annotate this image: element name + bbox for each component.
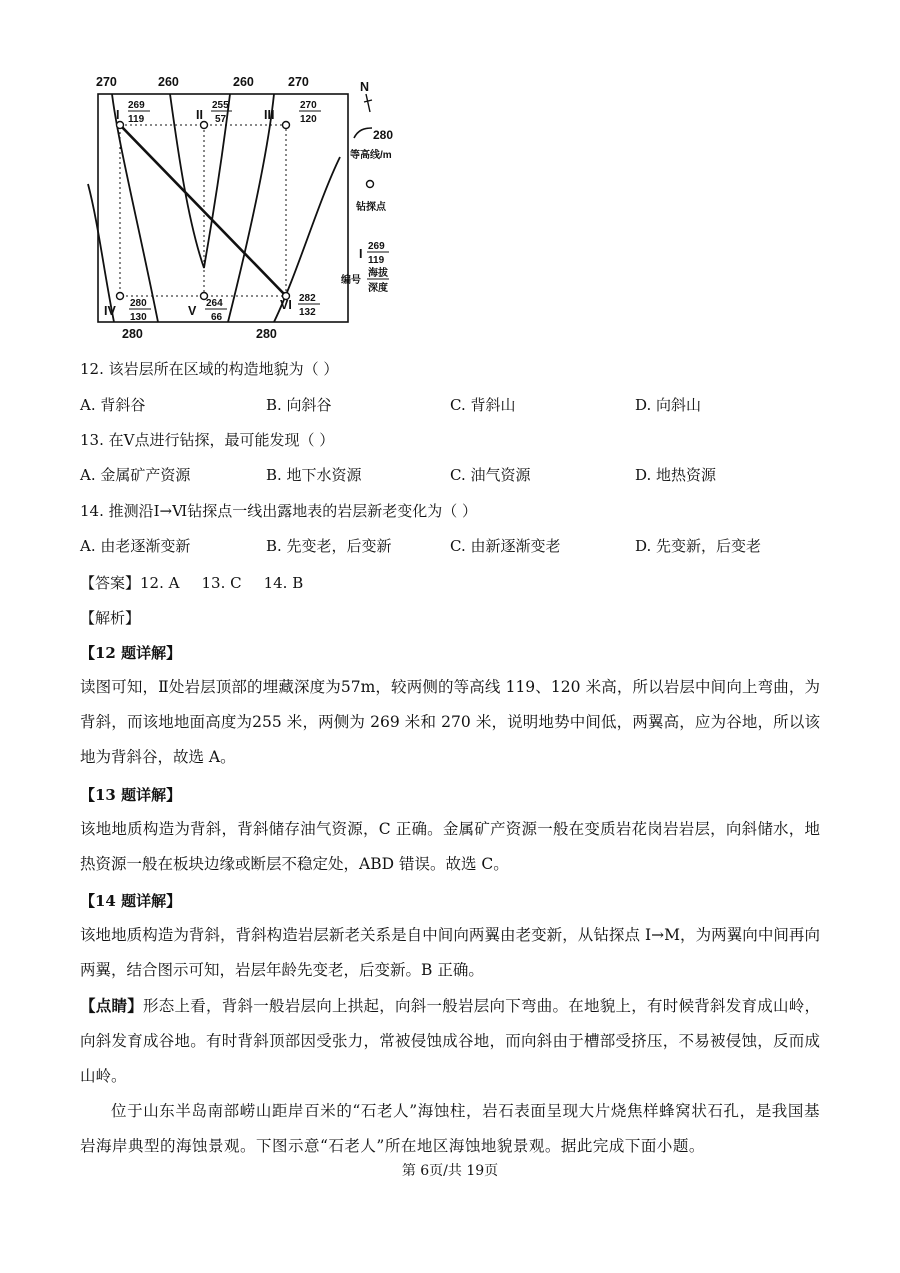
north-label: N	[360, 80, 370, 94]
question-12-option-d: D. 向斜山	[635, 396, 702, 414]
legend-number-label: 编号	[341, 275, 361, 286]
question-14-option-b: B. 先变老，后变新	[266, 537, 392, 555]
point-id: IV	[104, 304, 116, 318]
point-depth: 57	[215, 114, 227, 125]
contour-value-label: 270	[96, 75, 117, 89]
point-elevation: 280	[130, 298, 147, 309]
point-depth: 130	[130, 312, 147, 323]
q14-explanation: 该地地质构造为背斜，背斜构造岩层新老关系是自中间向两翼由老变新，从钻探点 I→M，为两翼向中间再向两翼，结合图示可知，岩层年龄先变老，后变新。B 正确。	[80, 926, 820, 979]
contour-value-label: 260	[233, 75, 254, 89]
drill-legend-label: 钻探点	[356, 202, 386, 213]
legend-elevation-label: 海拔	[368, 268, 388, 279]
contour-value-label: 270	[288, 75, 309, 89]
point-id: I	[116, 108, 120, 122]
point-elevation: 255	[212, 100, 229, 111]
point-elevation: 269	[128, 100, 145, 111]
legend-sample-depth: 119	[368, 255, 385, 266]
point-depth: 132	[299, 307, 316, 318]
question-13-option-c: C. 油气资源	[450, 466, 531, 484]
answer-item: 12. A	[140, 574, 180, 592]
contour-legend-value: 280	[373, 128, 394, 142]
point-id: III	[264, 108, 275, 122]
answer-item: 14. B	[263, 574, 304, 592]
question-12-option-a: A. 背斜谷	[80, 396, 146, 414]
q13-heading: 【13 题详解】	[80, 786, 182, 804]
contour-map-figure	[78, 72, 418, 350]
map-frame	[98, 94, 348, 322]
tip-paragraph	[80, 988, 820, 1094]
legend-sample-id: I	[359, 247, 363, 261]
contour-value-label: 260	[158, 75, 179, 89]
drill-point	[117, 293, 124, 300]
drill-point	[283, 122, 290, 129]
point-elevation: 264	[206, 298, 223, 309]
tip-label: 【点睛】	[80, 996, 143, 1015]
question-12-stem: 12. 该岩层所在区域的构造地貌为（ ）	[80, 360, 339, 378]
point-id: II	[196, 108, 203, 122]
drill-legend-icon	[367, 181, 374, 188]
answer-label: 【答案】	[80, 574, 141, 592]
q14-heading: 【14 题详解】	[80, 892, 182, 910]
point-depth: 120	[300, 114, 317, 125]
analysis-label: 【解析】	[80, 609, 141, 627]
page-footer: 第 6页/共 19页	[401, 1163, 499, 1179]
contour-value-label: 280	[122, 327, 143, 341]
answer-line	[80, 572, 325, 594]
point-depth: 66	[211, 312, 223, 323]
question-14-option-c: C. 由新逐渐变老	[450, 537, 561, 555]
tip-text: 形态上看，背斜一般岩层向上拱起，向斜一般岩层向下弯曲。在地貌上，有时候背斜发育成山岭，向斜发育成谷地。有时背斜顶部因受张力，常被侵蚀成谷地，而向斜由于槽部受挤压，不易被侵蚀，反而成山岭。	[80, 997, 820, 1085]
legend-sample-elevation: 269	[368, 241, 385, 252]
q12-explanation: 读图可知，Ⅱ处岩层顶部的埋藏深度为57m，较两侧的等高线 119、120 米高，所以岩层中间向上弯曲，为背斜，而该地地面高度为255 米，两侧为 269 米和 270 米，说明地势中间低，两翼高，应为谷地，所以该地为背斜谷，故选 A。	[80, 678, 820, 766]
contour-value-label: 280	[256, 327, 277, 341]
question-13-option-b: B. 地下水资源	[266, 466, 362, 484]
point-id: VI	[280, 298, 292, 312]
q12-heading: 【12 题详解】	[80, 644, 182, 662]
contour-line	[88, 184, 114, 322]
question-12-option-b: B. 向斜谷	[266, 396, 332, 414]
contour-legend-icon	[354, 128, 372, 138]
legend-depth-label: 深度	[368, 283, 388, 294]
contour-line	[228, 94, 274, 322]
contour-legend-label: 等高线/m	[350, 150, 392, 161]
section-line-i-vi	[120, 125, 286, 296]
point-elevation: 282	[299, 293, 316, 304]
answer-item: 13. C	[201, 574, 242, 592]
north-arrow-icon	[364, 94, 372, 112]
question-13-option-d: D. 地热资源	[635, 466, 717, 484]
point-id: V	[188, 304, 197, 318]
question-14-stem: 14. 推测沿Ⅰ→Ⅵ钻探点一线出露地表的岩层新老变化为（ ）	[80, 502, 477, 520]
question-14-option-d: D. 先变新，后变老	[635, 537, 762, 555]
question-13-stem: 13. 在Ⅴ点进行钻探，最可能发现（ ）	[80, 431, 335, 449]
question-13-option-a: A. 金属矿产资源	[80, 466, 191, 484]
point-elevation: 270	[300, 100, 317, 111]
q13-explanation: 该地地质构造为背斜，背斜储存油气资源，C 正确。金属矿产资源一般在变质岩花岗岩岩层，向斜储水，地热资源一般在板块边缘或断层不稳定处，ABD 错误。故选 C。	[80, 820, 820, 873]
next-intro-paragraph: 位于山东半岛南部崂山距岸百米的“石老人”海蚀柱，岩石表面呈现大片烧焦样蜂窝状石孔，是我国基岩海岸典型的海蚀景观。下图示意“石老人”所在地区海蚀地貌景观。据此完成下面小题。	[80, 1102, 820, 1155]
question-12-option-c: C. 背斜山	[450, 396, 516, 414]
drill-point	[201, 122, 208, 129]
question-14-option-a: A. 由老逐渐变新	[80, 537, 191, 555]
point-depth: 119	[128, 114, 145, 125]
drill-point	[117, 122, 124, 129]
